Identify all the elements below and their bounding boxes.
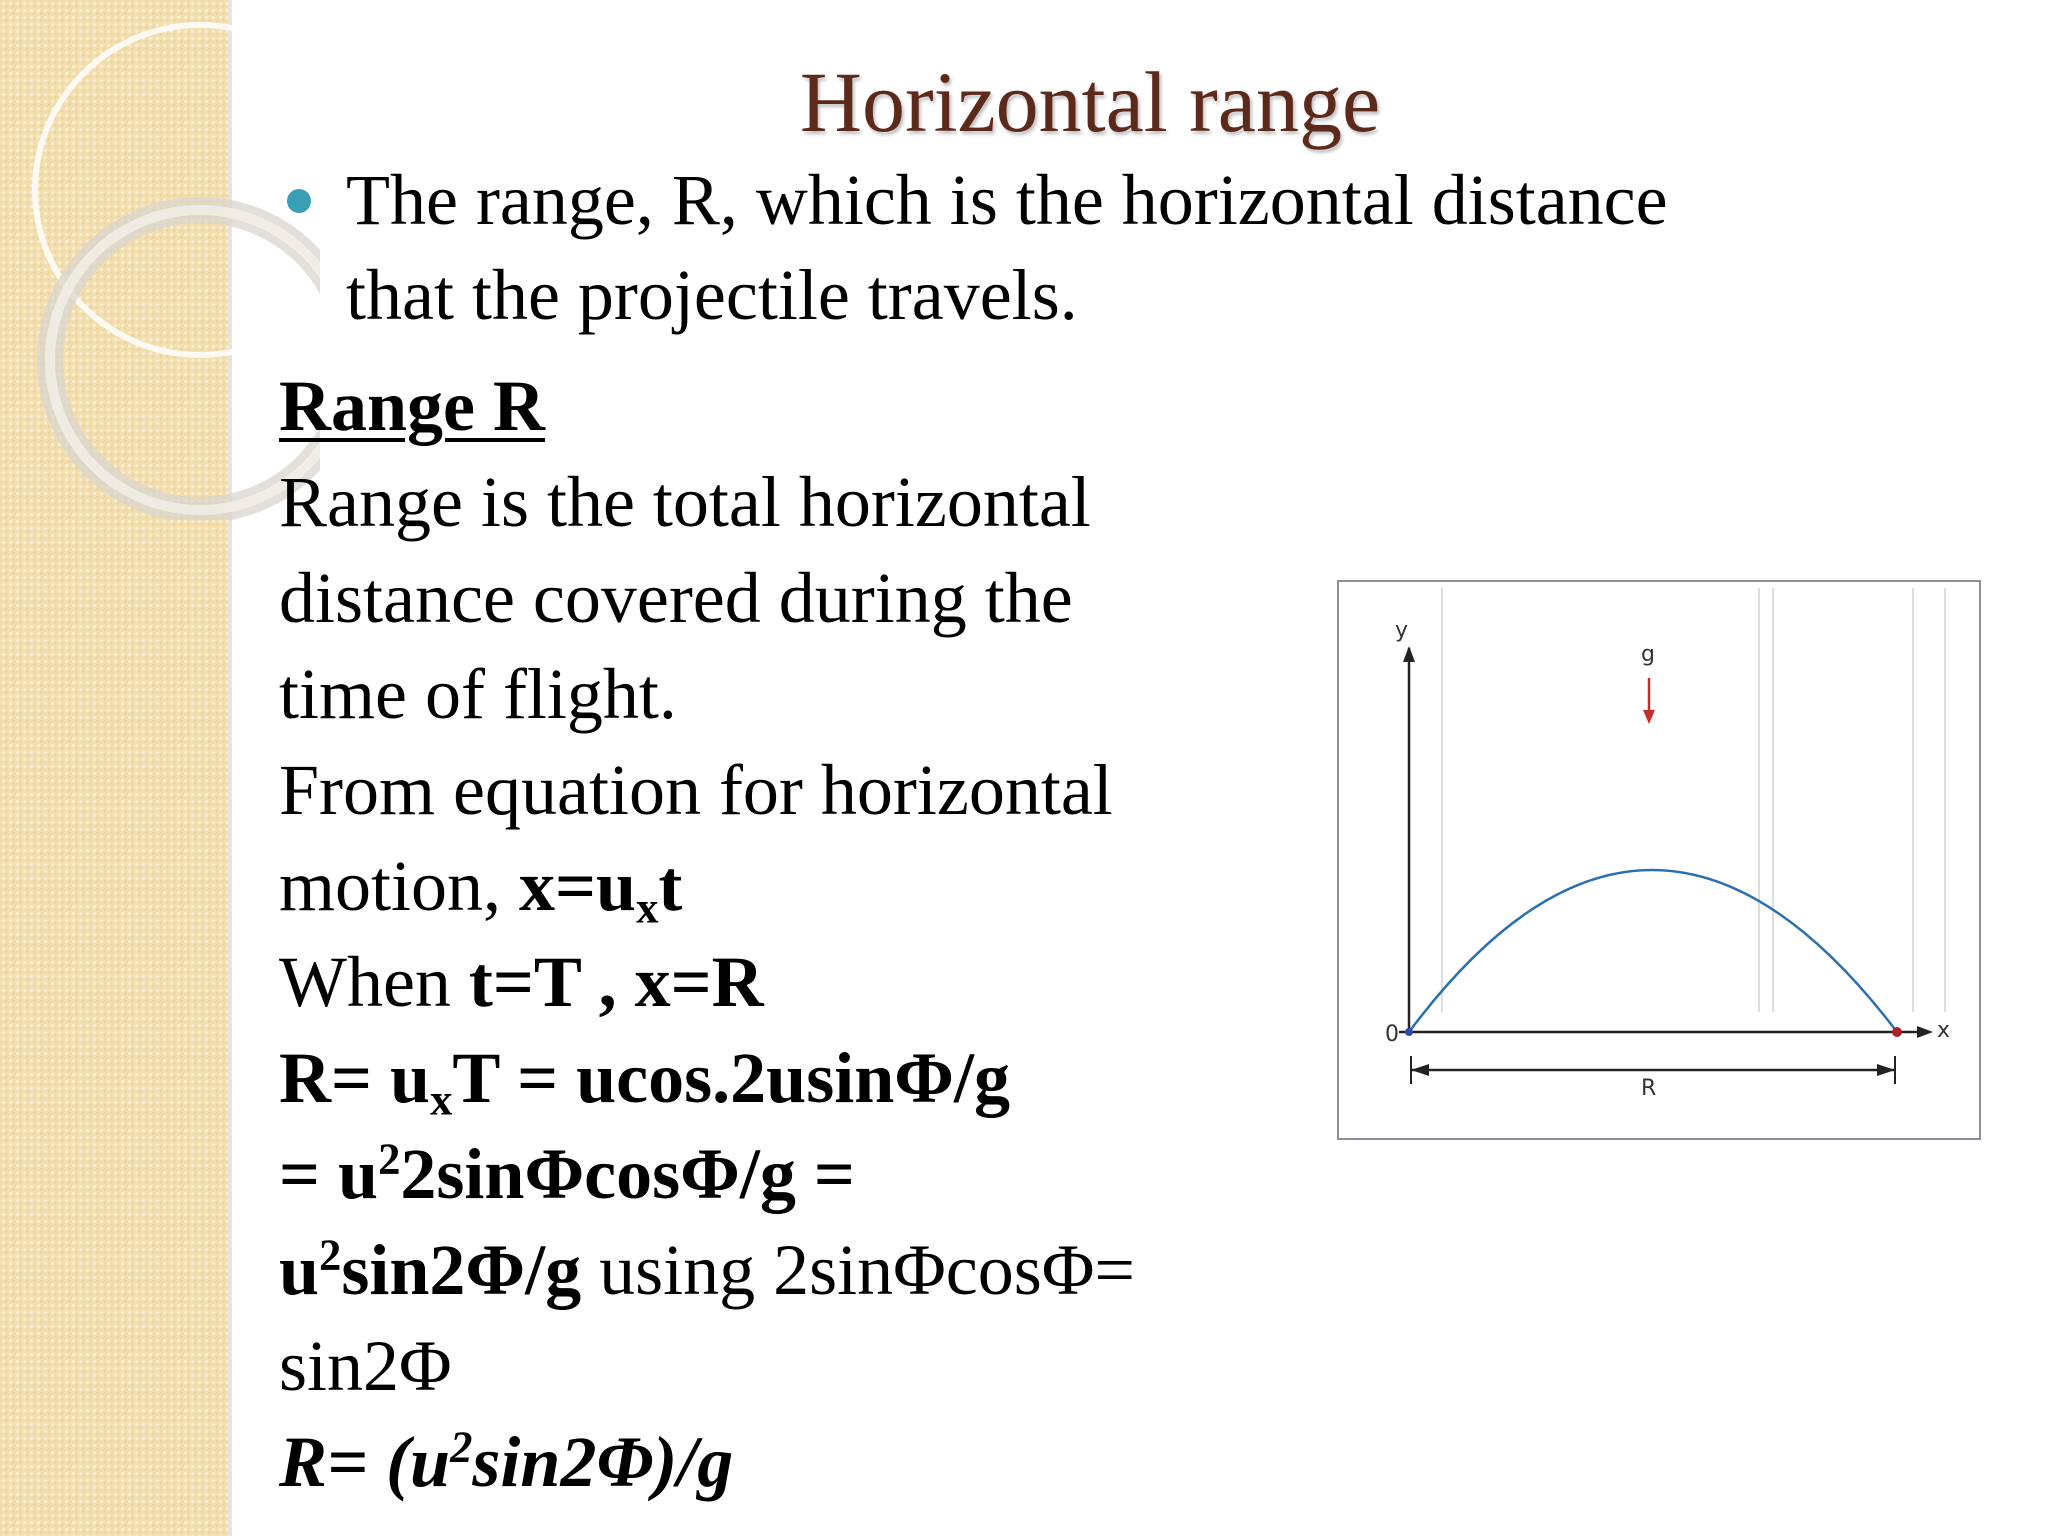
range-heading: Range R	[279, 366, 545, 446]
slide-title: Horizontal range	[799, 54, 1381, 150]
equation-bold-part: $u^2\sin 2\Phi/g$	[279, 1229, 582, 1310]
motion-text: motion,	[279, 846, 520, 926]
origin-label: 0	[1385, 1022, 1399, 1047]
body-line-10: sin2Φ	[279, 1326, 452, 1406]
section-heading	[279, 358, 545, 454]
body-line-6	[279, 934, 764, 1030]
equation-line-9	[279, 1222, 1135, 1318]
launch-point	[1405, 1028, 1413, 1036]
gravity-arrowhead	[1643, 710, 1655, 724]
bullet-text-line-2: that the projectile travels.	[346, 255, 1078, 335]
body-line-4: From equation for horizontal	[279, 750, 1113, 830]
bullet-text-line-1: The range, R, which is the horizontal distance	[346, 160, 1668, 240]
x-axis-label: x	[1937, 1018, 1951, 1043]
equation-x: $x=u_xt$	[519, 846, 683, 933]
body-line-1: Range is the total horizontal	[279, 462, 1091, 542]
equation-line-8: = $u^22\sin\Phi\cos\Phi/g$ =	[279, 1133, 855, 1214]
landing-point	[1892, 1027, 1902, 1037]
body-line-3: time of flight.	[279, 654, 677, 734]
x-axis-arrowhead	[1917, 1026, 1933, 1038]
body-line-5	[279, 838, 682, 934]
range-label: R	[1641, 1076, 1657, 1101]
projectile-diagram	[1337, 580, 1981, 1140]
y-axis-arrowhead	[1403, 646, 1415, 662]
when-text: When	[279, 942, 469, 1022]
trajectory-curve	[1409, 870, 1897, 1032]
equation-line-7: $R= u_xT = ucos.2usin\Phi/g$	[279, 1038, 1010, 1125]
identity-text: using 2sinΦcosΦ=	[581, 1230, 1136, 1310]
diagram-canvas	[1339, 582, 1983, 1142]
final-range-equation: $R= (u^2\sin 2\Phi)/g$	[279, 1421, 734, 1502]
condition-equation: t=T , x=R	[468, 942, 764, 1022]
bullet-marker	[287, 189, 311, 213]
gravity-label: g	[1641, 642, 1655, 667]
y-axis-label: y	[1395, 618, 1409, 643]
body-line-2: distance covered during the	[279, 558, 1073, 638]
